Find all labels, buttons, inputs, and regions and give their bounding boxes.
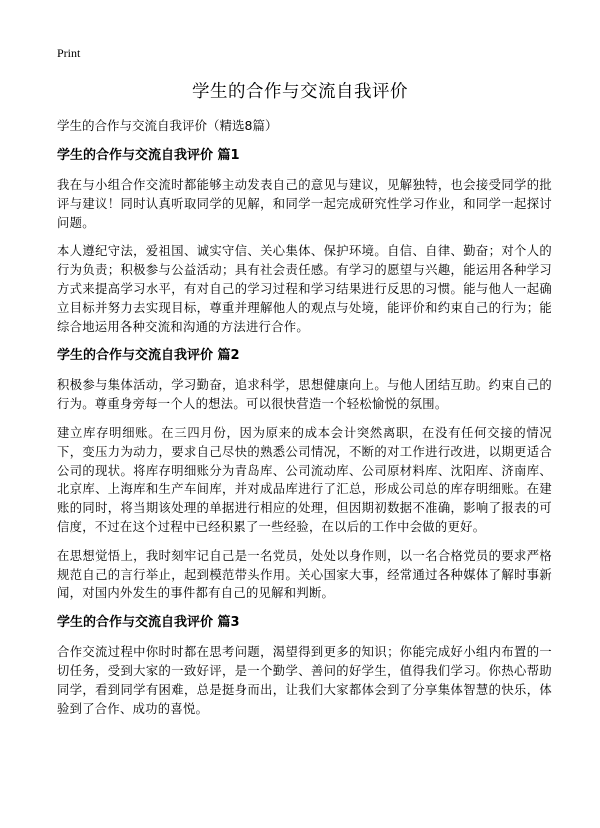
document-body [57,116,552,728]
paragraph: 我在与小组合作交流时都能够主动发表自己的意见与建议，见解独特，也会接受同学的批评与建议！同时认真听取同学的见解，和同学一起完成研究性学习作业，和同学一起探讨问题。 [57,178,552,230]
paragraph: 在思想觉悟上，我时刻牢记自己是一名党员，处处以身作则，以一名合格党员的要求严格规范自己的言行举止，起到模范带头作用。关心国家大事，经常通过各种媒体了解时事新闻，对国内外发生的事件都有自己的见解和判断。 [57,548,552,601]
document-subtitle: 学生的合作与交流自我评价（精选8篇） [57,118,278,133]
section-heading: 学生的合作与交流自我评价 篇1 [57,148,240,163]
paragraph: 积极参与集体活动，学习勤奋，追求科学，思想健康向上。与他人团结互助。约束自己的行为。尊重身旁每一个人的想法。可以很快营造一个轻松愉悦的氛围。 [57,378,552,412]
paragraph: 本人遵纪守法，爱祖国、诚实守信、关心集体、保护环境。自信、自律、勤奋；对个人的行为负责；积极参与公益活动；具有社会责任感。有学习的愿望与兴趣，能运用各种学习方式来提高学习水平，有对自己的学习过程和学习结果进行反思的习惯。能与他人一起确立目标并努力去实现目标，尊重并理解他人的观点与处境，能评价和约束自己的行为；能综合地运用各种交流和沟通的方法进行合作。 [57,244,552,334]
section-2 [57,346,552,603]
paragraph: 合作交流过程中你时时都在思考问题，渴望得到更多的知识；你能完成好小组内布置的一切任务，受到大家的一致好评，是一个勤学、善问的好学生，值得我们学习。你热心帮助同学，看到同学有困难，总是挺身而出，让我们大家都体会到了分享集体智慧的快乐，体验到了合作、成功的喜悦。 [57,645,552,716]
section-1 [57,146,552,336]
section-heading: 学生的合作与交流自我评价 篇3 [57,615,240,631]
print-label: Print [57,46,81,60]
section-heading: 学生的合作与交流自我评价 篇2 [57,348,240,364]
section-3 [57,613,552,718]
paragraph: 建立库存明细账。在三四月份，因为原来的成本会计突然离职，在没有任何交接的情况下，变压力为动力，要求自己尽快的熟悉公司情况，不断的对工作进行改进，以期更适合公司的现状。将库存明细账分为青岛库、公司流动库、公司原材料库、沈阳库、济南库、北京库、上海库和生产车间库，并对成品库进行了汇总，形成公司总的库存明细账。在建账的同时，将当期该处理的单据进行相应的处理，但因期初数据不准确，影响了报表的可信度，不过在这个过程中已经积累了一些经验，在以后的工作中会做的更好。 [57,425,552,534]
page-title: 学生的合作与交流自我评价 [192,82,408,102]
